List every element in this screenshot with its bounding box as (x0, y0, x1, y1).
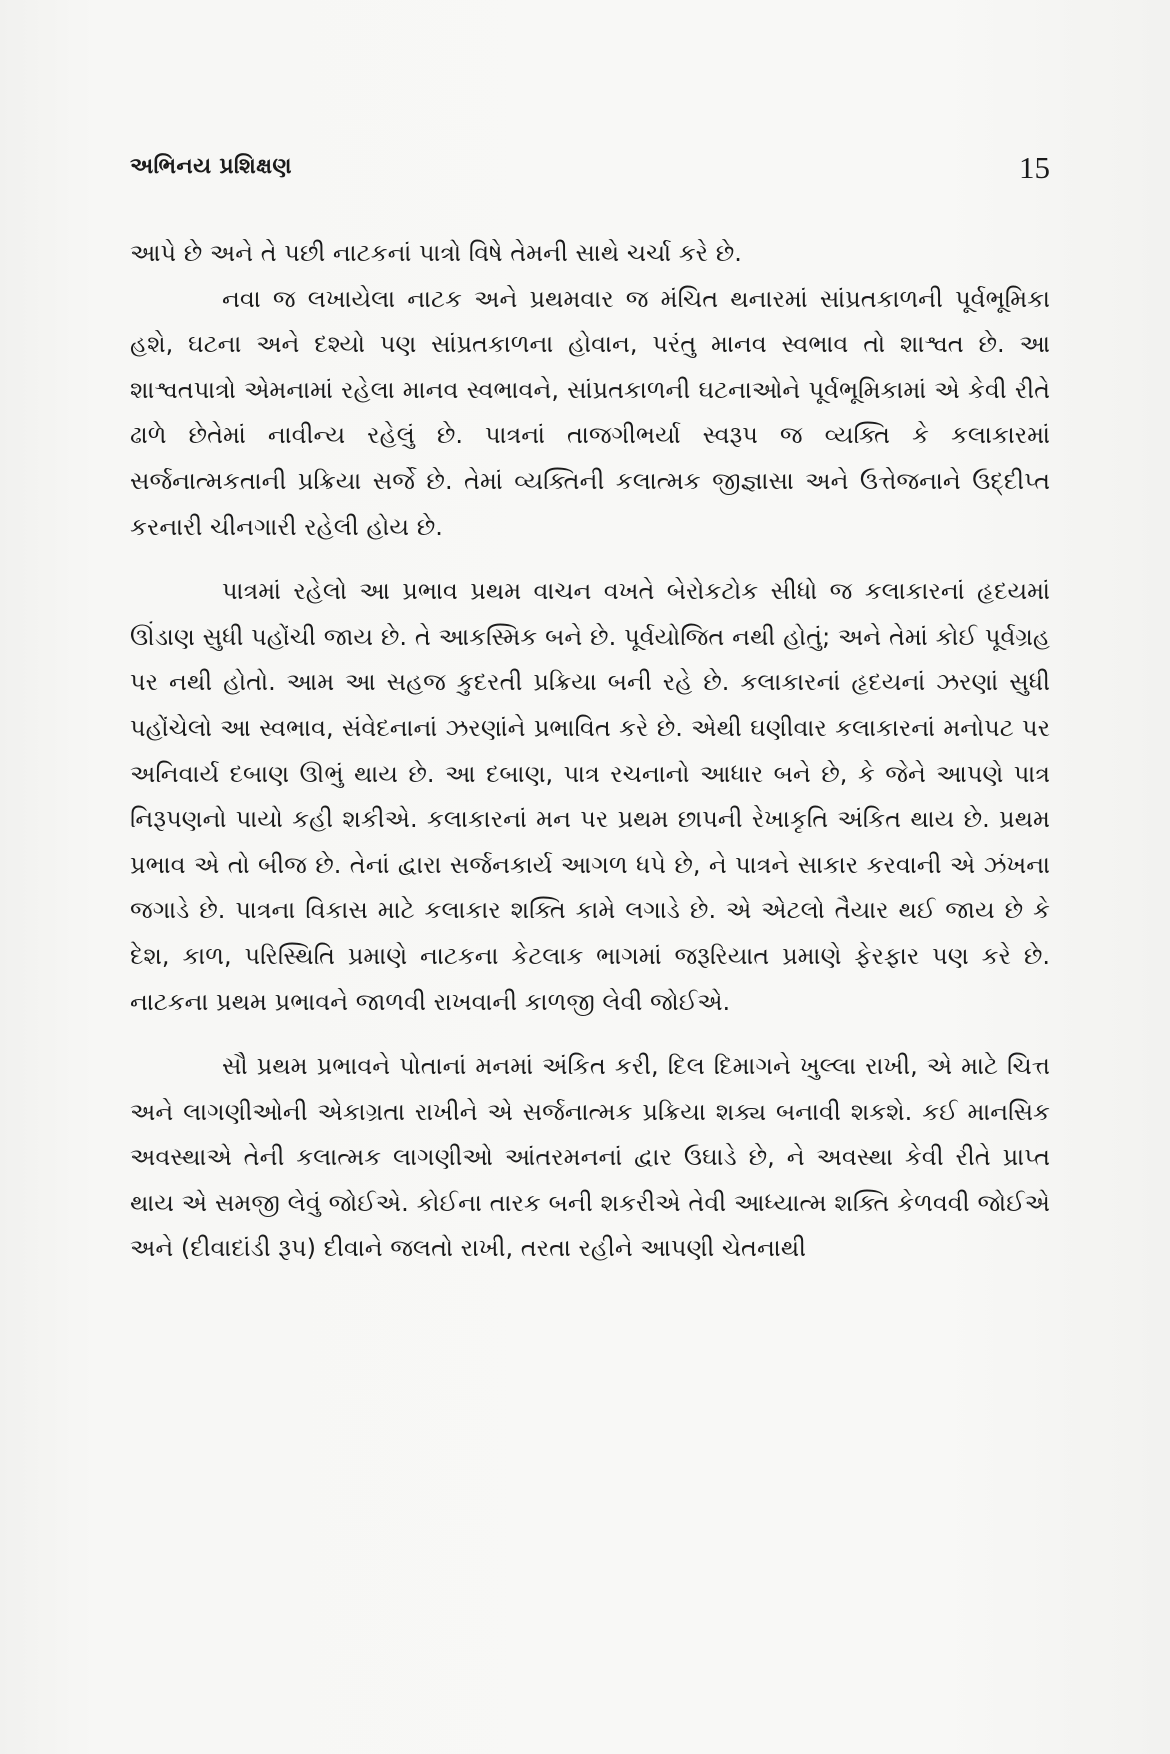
running-header-title: અભિનય પ્રશિક્ષણ (130, 154, 292, 179)
paragraph: સૌ પ્રથમ પ્રભાવને પોતાનાં મનમાં અંકિત કરી, દિલ દિમાગને ખુલ્લા રાખી, એ માટે ચિત્ત અને લાગણીઓની એકાગ્રતા રાખીને એ સર્જનાત્મક પ્રક્રિયા શક્ય બનાવી શકશે. કઈ માનસિક અવસ્થાએ તેની કલાત્મક લાગણીઓ આંતરમનનાં દ્વાર ઉઘાડે છે, ને અવસ્થા કેવી રીતે પ્રાપ્ત થાય એ સમજી લેવું જોઈએ. કોઈના તારક બની શકરીએ તેવી આધ્યાત્મ શક્તિ કેળવવી જોઈએ અને (દીવાદાંડી રૂપ) દીવાને જલતો રાખી, તરતા રહીને આપણી ચેતનાથી (130, 1052, 1050, 1263)
paragraph-continuation: આપે છે અને તે પછી નાટકનાં પાત્રો વિષે તેમની સાથે ચર્ચા કરે છે. (130, 239, 742, 267)
running-header (130, 150, 1050, 190)
paragraph: નવા જ લખાયેલા નાટક અને પ્રથમવાર જ મંચિત થનારમાં સાંપ્રતકાળની પૂર્વભૂમિકા હશે, ઘટના અને દશ્યો પણ સાંપ્રતકાળના હોવાન, પરંતુ માનવ સ્વભાવ તો શાશ્વત છે. આ શાશ્વતપાત્રો એમનામાં રહેલા માનવ સ્વભાવને, સાંપ્રતકાળની ઘટનાઓને પૂર્વભૂમિકામાં એ કેવી રીતે ઢાળે છેતેમાં નાવીન્ય રહેલું છે. પાત્રનાં તાજગીભર્યા સ્વરૂપ જ વ્યક્તિ કે કલાકારમાં સર્જનાત્મકતાની પ્રક્રિયા સર્જે છે. તેમાં વ્યક્તિની કલાત્મક જીજ્ઞાસા અને ઉત્તેજનાને ઉદ્દીપ્ત કરનારી ચીનગારી રહેલી હોય છે. (130, 284, 1050, 541)
body-text (130, 231, 1050, 1272)
page-number: 15 (1019, 150, 1050, 185)
paragraph: પાત્રમાં રહેલો આ પ્રભાવ પ્રથમ વાચન વખતે બેરોકટોક સીધો જ કલાકારનાં હૃદયમાં ઊંડાણ સુધી પહોંચી જાય છે. તે આકસ્મિક બને છે. પૂર્વયોજિત નથી હોતું; અને તેમાં કોઈ પૂર્વગ્રહ પર નથી હોતો. આમ આ સહજ કુદરતી પ્રક્રિયા બની રહે છે. કલાકારનાં હૃદયનાં ઝરણાં સુધી પહોંચેલો આ સ્વભાવ, સંવેદનાનાં ઝરણાંને પ્રભાવિત કરે છે. એથી ઘણીવાર કલાકારનાં મનોપટ પર અનિવાર્ય દબાણ ઊભું થાય છે. આ દબાણ, પાત્ર રચનાનો આધાર બને છે, કે જેને આપણે પાત્ર નિરૂપણનો પાયો કહી શકીએ. કલાકારનાં મન પર પ્રથમ છાપની રેખાકૃતિ અંકિત થાય છે. પ્રથમ પ્રભાવ એ તો બીજ છે. તેનાં દ્વારા સર્જનકાર્ય આગળ ધપે છે, ને પાત્રને સાકાર કરવાની એ ઝંખના જગાડે છે. પાત્રના વિકાસ માટે કલાકાર શક્તિ કામે લગાડે છે. એ એટલો તૈયાર થઈ જાય છે કે દેશ, કાળ, પરિસ્થિતિ પ્રમાણે નાટકના કેટલાક ભાગમાં જરૂરિયાત પ્રમાણે ફેરફાર પણ કરે છે. નાટકના પ્રથમ પ્રભાવને જાળવી રાખવાની કાળજી લેવી જોઈએ. (130, 577, 1050, 1016)
